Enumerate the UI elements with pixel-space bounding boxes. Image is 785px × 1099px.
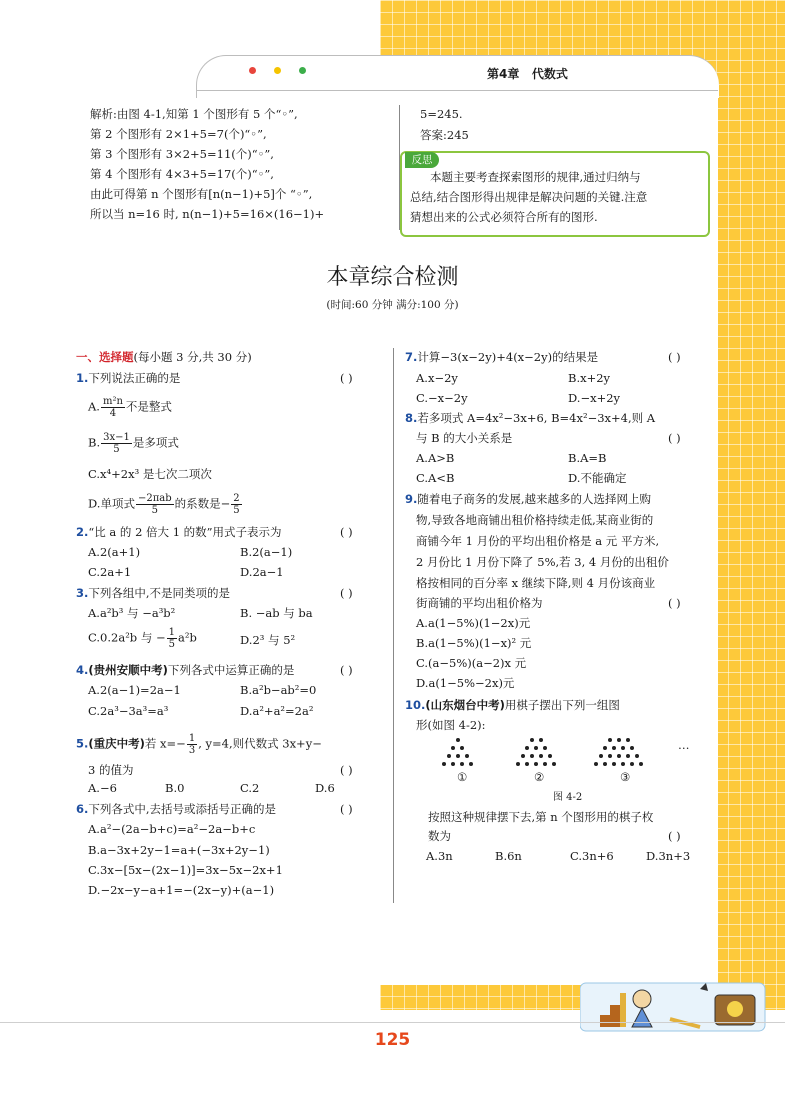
solution-line: 解析:由图 4-1,知第 1 个图形有 5 个“◦”, bbox=[90, 107, 298, 121]
denominator: 5 bbox=[233, 505, 240, 516]
option-d bbox=[88, 493, 243, 516]
option-text: 是多项式 bbox=[132, 435, 179, 450]
option-d: D.a(1−5%−2x)元 bbox=[416, 676, 515, 690]
question-10-stem: 按照这种规律摆下去,第 n 个图形用的棋子枚 bbox=[428, 810, 654, 824]
chess-piece-dot bbox=[603, 746, 607, 750]
chess-piece-dot bbox=[469, 762, 473, 766]
chess-piece-dot bbox=[534, 746, 538, 750]
option-b bbox=[88, 432, 179, 455]
option-prefix: B. bbox=[88, 435, 101, 450]
option-d: D.2a−1 bbox=[240, 565, 284, 579]
option-a bbox=[88, 396, 172, 419]
chess-piece-dot bbox=[447, 754, 451, 758]
fraction bbox=[167, 627, 177, 650]
question-10 bbox=[405, 698, 620, 713]
figure-label: ② bbox=[534, 770, 545, 784]
question-stem: 若 x=− bbox=[144, 736, 186, 751]
chess-piece-dot bbox=[599, 754, 603, 758]
option-a: A.A>B bbox=[416, 451, 455, 465]
test-subtitle: (时间:60 分钟 满分:100 分) bbox=[326, 299, 459, 311]
chess-piece-dot bbox=[456, 738, 460, 742]
fraction bbox=[231, 493, 241, 516]
option-b: B.a(1−5%)(1−x)² 元 bbox=[416, 636, 532, 650]
solution-line: 第 3 个图形有 3×2+5=11(个)“◦”, bbox=[90, 147, 274, 161]
question-9-line: 格按相同的百分率 x 继续下降,则 4 月份该商业 bbox=[416, 576, 656, 590]
option-d: D.2³ 与 5² bbox=[240, 633, 296, 647]
cartoon-decoration-icon bbox=[580, 975, 770, 1035]
chess-piece-dot bbox=[626, 738, 630, 742]
option-text: 不是整式 bbox=[125, 399, 172, 414]
chess-piece-dot bbox=[539, 754, 543, 758]
question-9 bbox=[405, 492, 651, 507]
question-3 bbox=[76, 586, 230, 601]
option-a: A.2(a+1) bbox=[88, 545, 141, 559]
question-stem: , y=4,则代数式 3x+y− bbox=[198, 736, 322, 751]
option-c: C.x⁴+2x³ 是七次二项次 bbox=[88, 467, 212, 481]
question-stem: 下列各式中运算正确的是 bbox=[167, 663, 295, 677]
answer-paren: ( ) bbox=[668, 350, 681, 364]
question-9-line: 商铺今年 1 月份的平均出租价格是 a 元 平方米, bbox=[416, 534, 660, 548]
question-stem: 下列各式中,去括号或添括号正确的是 bbox=[88, 802, 277, 816]
option-c: C.3x−[5x−(2x−1)]=3x−5x−2x+1 bbox=[88, 863, 283, 877]
chess-piece-dot bbox=[635, 754, 639, 758]
option-prefix: C.0.2a²b 与 − bbox=[88, 630, 166, 645]
figure-caption: 图 4-2 bbox=[553, 792, 583, 803]
option-d: D.a²+a²=2a² bbox=[240, 704, 314, 718]
chapter-test-title: 本章综合检测 bbox=[326, 265, 459, 290]
footer-line bbox=[0, 1022, 785, 1023]
chess-piece-dot bbox=[521, 754, 525, 758]
denominator: 5 bbox=[151, 505, 158, 516]
question-stem: 下列各组中,不是同类项的是 bbox=[88, 586, 231, 600]
option-c: C.2 bbox=[240, 781, 260, 795]
option-text: a²b bbox=[177, 630, 197, 645]
question-4 bbox=[76, 663, 294, 678]
option-d: D.6 bbox=[315, 781, 335, 795]
chess-piece-dot bbox=[617, 738, 621, 742]
question-6 bbox=[76, 802, 276, 817]
question-number: 1. bbox=[76, 371, 89, 385]
option-c: C.2a+1 bbox=[88, 565, 132, 579]
chess-piece-dot bbox=[630, 746, 634, 750]
question-7 bbox=[405, 350, 598, 365]
section-label: 一、选择题 bbox=[76, 350, 134, 364]
green-dot-icon bbox=[299, 67, 306, 74]
solution-cont: 5=245. bbox=[420, 107, 463, 121]
option-d: D.−2x−y−a+1=−(2x−y)+(a−1) bbox=[88, 883, 275, 897]
chess-piece-dot bbox=[552, 762, 556, 766]
option-c: C.2a³−3a³=a³ bbox=[88, 704, 169, 718]
numerator: 1 bbox=[188, 733, 196, 744]
question-number: 9. bbox=[405, 492, 418, 506]
red-dot-icon bbox=[249, 67, 256, 74]
option-b: B.0 bbox=[165, 781, 185, 795]
chess-piece-dot bbox=[530, 754, 534, 758]
question-number: 8. bbox=[405, 411, 418, 425]
chess-piece-dot bbox=[516, 762, 520, 766]
question-5 bbox=[76, 733, 322, 756]
answer-paren: ( ) bbox=[340, 525, 353, 539]
chess-piece-dot bbox=[543, 746, 547, 750]
chess-piece-dot bbox=[548, 754, 552, 758]
option-a: A.a²−(2a−b+c)=a²−2a−b+c bbox=[88, 822, 256, 836]
option-d: D.不能确定 bbox=[568, 471, 627, 485]
chess-piece-dot bbox=[608, 754, 612, 758]
chess-piece-dot bbox=[612, 762, 616, 766]
question-number: 3. bbox=[76, 586, 89, 600]
header-divider bbox=[196, 90, 718, 91]
chess-piece-dot bbox=[617, 754, 621, 758]
question-stem: “比 a 的 2 倍大 1 的数”用式子表示为 bbox=[88, 525, 282, 539]
fraction bbox=[136, 493, 174, 516]
section-note: (每小题 3 分,共 30 分) bbox=[133, 350, 252, 364]
option-text: 的系数是− bbox=[174, 496, 231, 511]
question-stem: 随着电子商务的发展,越来越多的人选择网上购 bbox=[417, 492, 652, 506]
chess-piece-dot bbox=[630, 762, 634, 766]
chess-piece-dot bbox=[594, 762, 598, 766]
header-tab bbox=[196, 55, 719, 98]
question-9-line: 街商铺的平均出租价格为 bbox=[416, 596, 543, 610]
option-a: A.x−2y bbox=[416, 371, 458, 385]
option-a: A.−6 bbox=[88, 781, 117, 795]
question-5-line2: 3 的值为 bbox=[88, 763, 134, 777]
option-b: B.a²b−ab²=0 bbox=[240, 683, 317, 697]
figure-label: ③ bbox=[620, 770, 631, 784]
option-c: C.(a−5%)(a−2)x 元 bbox=[416, 656, 527, 670]
ellipsis: … bbox=[678, 738, 690, 752]
answer-paren: ( ) bbox=[340, 763, 353, 777]
option-prefix: A. bbox=[88, 399, 100, 414]
chess-piece-dot bbox=[460, 746, 464, 750]
chess-piece-dot bbox=[621, 762, 625, 766]
question-number: 6. bbox=[76, 802, 89, 816]
option-c: C.A<B bbox=[416, 471, 455, 485]
chess-piece-dot bbox=[460, 762, 464, 766]
solution-line: 由此可得第 n 个图形有[n(n−1)+5]个 “◦”, bbox=[90, 187, 313, 201]
question-stem: 下列说法正确的是 bbox=[88, 371, 181, 385]
chess-piece-dot bbox=[626, 754, 630, 758]
option-b: B.2(a−1) bbox=[240, 545, 293, 559]
solution-line: 第 2 个图形有 2×1+5=7(个)“◦”, bbox=[90, 127, 267, 141]
question-number: 10. bbox=[405, 698, 426, 712]
question-8-line2: 与 B 的大小关系是 bbox=[416, 431, 513, 445]
answer-paren: ( ) bbox=[668, 431, 681, 445]
chess-piece-dot bbox=[621, 746, 625, 750]
reflection-tag: 反思 bbox=[405, 152, 439, 168]
question-10-line2: 形(如图 4-2): bbox=[416, 718, 486, 732]
fraction bbox=[101, 432, 132, 455]
answer-paren: ( ) bbox=[668, 596, 681, 610]
denominator: 4 bbox=[109, 408, 117, 419]
figure-4-2 bbox=[436, 732, 706, 792]
question-2 bbox=[76, 525, 282, 540]
chess-piece-dot bbox=[456, 754, 460, 758]
question-source: (贵州安顺中考) bbox=[88, 663, 168, 677]
question-10-stem: 数为 bbox=[428, 829, 451, 843]
answer-paren: ( ) bbox=[340, 371, 353, 385]
chess-piece-dot bbox=[603, 762, 607, 766]
question-number: 5. bbox=[76, 736, 89, 751]
option-a: A.a(1−5%)(1−2x)元 bbox=[416, 616, 531, 630]
option-c: C.−x−2y bbox=[416, 391, 468, 405]
reflection-line: 总结,结合图形得出规律是解决问题的关键.注意 bbox=[410, 190, 648, 204]
solution-line: 第 4 个图形有 4×3+5=17(个)“◦”, bbox=[90, 167, 274, 181]
option-c: C.3n+6 bbox=[570, 849, 614, 863]
answer-paren: ( ) bbox=[668, 829, 681, 843]
reflection-line: 本题主要考查探索图形的规律,通过归纳与 bbox=[430, 170, 641, 184]
chess-piece-dot bbox=[530, 738, 534, 742]
question-source: (山东烟台中考) bbox=[425, 698, 505, 712]
option-a: A.2(a−1)=2a−1 bbox=[88, 683, 181, 697]
option-b: B.6n bbox=[495, 849, 522, 863]
question-source: (重庆中考) bbox=[88, 736, 145, 751]
numerator: m²n bbox=[102, 396, 123, 407]
question-stem: 若多项式 A=4x²−3x+6, B=4x²−3x+4,则 A bbox=[417, 411, 656, 425]
chess-piece-dot bbox=[543, 762, 547, 766]
page-number: 125 bbox=[374, 1030, 411, 1050]
chess-piece-dot bbox=[534, 762, 538, 766]
answer-paren: ( ) bbox=[340, 802, 353, 816]
fraction bbox=[101, 396, 125, 419]
option-d: D.3n+3 bbox=[646, 849, 691, 863]
yellow-dot-icon bbox=[274, 67, 281, 74]
option-d: D.−x+2y bbox=[568, 391, 621, 405]
numerator: 2 bbox=[233, 493, 240, 504]
chapter-title: 第4章 代数式 bbox=[487, 67, 568, 81]
denominator: 5 bbox=[113, 444, 120, 455]
option-a: A.3n bbox=[426, 849, 453, 863]
chess-piece-dot bbox=[539, 738, 543, 742]
chess-piece-dot bbox=[451, 746, 455, 750]
chess-piece-dot bbox=[612, 746, 616, 750]
option-c bbox=[88, 627, 197, 650]
chess-piece-dot bbox=[639, 762, 643, 766]
option-a: A.a²b³ 与 −a³b² bbox=[88, 606, 176, 620]
question-9-line: 物,导致各地商铺出租价格持续走低,某商业街的 bbox=[416, 513, 654, 527]
question-8 bbox=[405, 411, 655, 426]
question-stem: 计算−3(x−2y)+4(x−2y)的结果是 bbox=[417, 350, 599, 364]
question-number: 7. bbox=[405, 350, 418, 364]
question-1 bbox=[76, 371, 180, 386]
answer-paren: ( ) bbox=[340, 586, 353, 600]
question-9-line: 2 月份比 1 月份下降了 5%,若 3, 4 月份的出租价 bbox=[416, 555, 669, 569]
answer-paren: ( ) bbox=[340, 663, 353, 677]
option-prefix: D.单项式 bbox=[88, 496, 135, 511]
numerator: 1 bbox=[168, 627, 175, 638]
numerator: 3x−1 bbox=[103, 432, 130, 443]
reflection-line: 猜想出来的公式必须符合所有的图形. bbox=[410, 210, 598, 224]
figure-label: ① bbox=[457, 770, 468, 784]
option-b: B.a−3x+2y−1=a+(−3x+2y−1) bbox=[88, 843, 270, 857]
question-stem: 用棋子摆出下列一组图 bbox=[504, 698, 620, 712]
chess-piece-dot bbox=[465, 754, 469, 758]
chess-piece-dot bbox=[525, 746, 529, 750]
question-number: 4. bbox=[76, 663, 89, 677]
section-heading bbox=[76, 350, 252, 365]
numerator: −2πab bbox=[137, 493, 172, 504]
denominator: 5 bbox=[168, 639, 175, 650]
chess-piece-dot bbox=[608, 738, 612, 742]
column-divider bbox=[393, 348, 394, 903]
chess-piece-dot bbox=[525, 762, 529, 766]
solution-line: 所以当 n=16 时, n(n−1)+5=16×(16−1)+ bbox=[90, 207, 325, 221]
option-b: B. −ab 与 ba bbox=[240, 606, 313, 620]
answer: 答案:245 bbox=[420, 128, 469, 142]
fraction bbox=[187, 733, 197, 756]
option-b: B.A=B bbox=[568, 451, 607, 465]
option-b: B.x+2y bbox=[568, 371, 611, 385]
question-number: 2. bbox=[76, 525, 89, 539]
denominator: 3 bbox=[188, 745, 196, 756]
chess-piece-dot bbox=[442, 762, 446, 766]
chess-piece-dot bbox=[451, 762, 455, 766]
